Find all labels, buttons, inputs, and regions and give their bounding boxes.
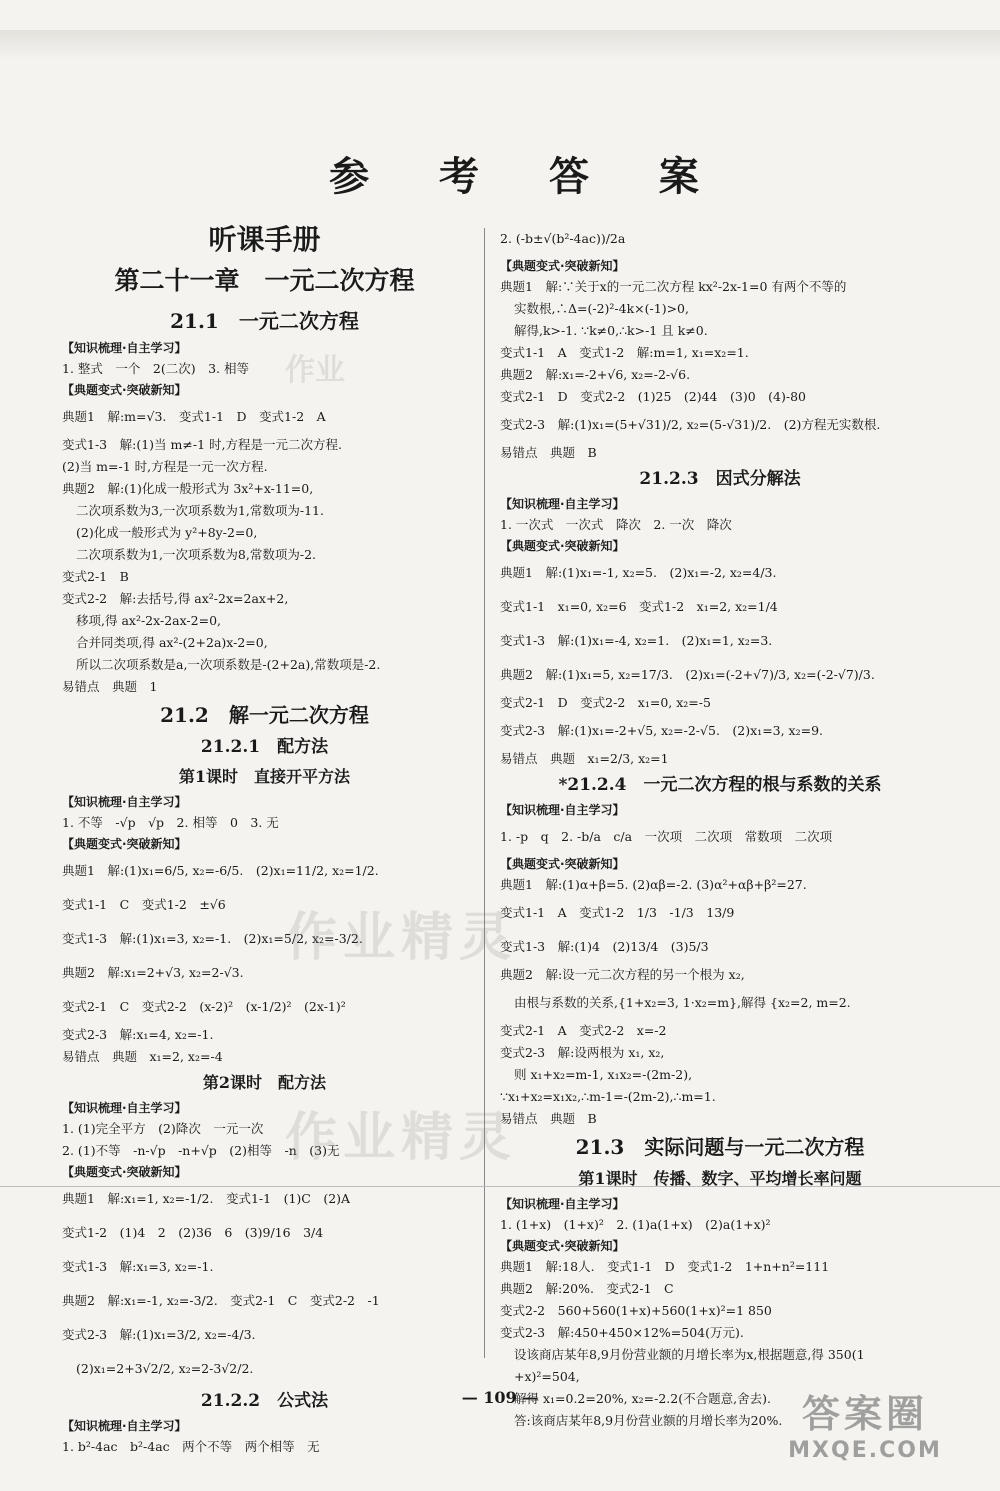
answer-line: +x)²=504, <box>514 1369 580 1384</box>
tag-examples: 【典题变式·突破新知】 <box>62 383 187 397</box>
watermark-text: 作业精灵 <box>285 908 518 968</box>
column-divider <box>484 228 485 1358</box>
answer-line: 易错点 典题 1 <box>62 679 158 694</box>
answer-line: 典题2 解:(1)化成一般形式为 3x²+x-11=0, <box>62 481 314 496</box>
answer-line: 答:该商店某年8,9月份营业额的月增长率为20%. <box>514 1413 783 1428</box>
answer-line: 典题1 解:m=√3. 变式1-1 D 变式1-2 A <box>62 409 326 424</box>
right-column <box>500 222 940 1432</box>
section-21-1-title: 21.1 一元二次方程 <box>170 309 359 333</box>
answer-line: 1. (1+x) (1+x)² 2. (1)a(1+x) (2)a(1+x)² <box>500 1217 771 1232</box>
answer-line: 变式1-1 A 变式1-2 1/3 -1/3 13/9 <box>500 905 735 920</box>
answer-line: 所以二次项系数是a,一次项系数是-(2+2a),常数项是-2. <box>76 657 381 672</box>
tag-examples: 【典题变式·突破新知】 <box>500 857 625 871</box>
answer-line: 设该商店某年8,9月份营业额的月增长率为x,根据题意,得 350(1 <box>514 1347 865 1362</box>
tag-examples: 【典题变式·突破新知】 <box>500 1239 625 1253</box>
answer-line: 2. (-b±√(b²-4ac))/2a <box>500 231 626 246</box>
watermark-text: 作业精灵 <box>285 1108 518 1168</box>
left-column <box>62 222 467 1458</box>
answer-line: 变式2-3 解:x₁=4, x₂=-1. <box>62 1027 214 1042</box>
tag-examples: 【典题变式·突破新知】 <box>500 539 625 553</box>
section-21-2-title: 21.2 解一元二次方程 <box>160 703 369 727</box>
answer-line: 解得 x₁=0.2=20%, x₂=-2.2(不合题意,舍去). <box>514 1391 771 1406</box>
page-number: — 109 — <box>461 1388 539 1407</box>
answer-line: 易错点 典题 B <box>500 445 597 460</box>
answer-line: 典题2 解:x₁=2+√3, x₂=2-√3. <box>62 965 244 980</box>
answer-line: 1. (1)完全平方 (2)降次 一元一次 <box>62 1121 264 1136</box>
answer-line: (2)化成一般形式为 y²+8y-2=0, <box>76 525 258 540</box>
answer-line: 则 x₁+x₂=m-1, x₁x₂=-(2m-2), <box>514 1067 693 1082</box>
lesson-1-title: 第1课时 传播、数字、平均增长率问题 <box>578 1169 862 1188</box>
answer-line: 变式2-3 解:(1)x₁=-2+√5, x₂=-2-√5. (2)x₁=3, x₂=9. <box>500 723 824 738</box>
answer-line: 变式1-3 解:x₁=3, x₂=-1. <box>62 1259 214 1274</box>
book-heading: 听课手册 <box>208 223 321 256</box>
answer-line: 变式2-3 解:(1)x₁=3/2, x₂=-4/3. <box>62 1327 256 1342</box>
page-title: 参 考 答 案 <box>329 153 727 200</box>
tag-knowledge: 【知识梳理·自主学习】 <box>62 1101 187 1115</box>
tag-knowledge: 【知识梳理·自主学习】 <box>500 497 625 511</box>
answer-line: (2)x₁=2+3√2/2, x₂=2-3√2/2. <box>76 1361 254 1376</box>
answer-line: 变式2-2 解:去括号,得 ax²-2x=2ax+2, <box>62 591 289 606</box>
answer-line: 变式2-3 解:(1)x₁=(5+√31)/2, x₂=(5-√31)/2. (2)方程无实数根. <box>500 417 881 432</box>
tag-knowledge: 【知识梳理·自主学习】 <box>500 1197 625 1211</box>
answer-line: 实数根,∴Δ=(-2)²-4k×(-1)>0, <box>514 301 689 316</box>
subsection-21-2-2-title: 21.2.2 公式法 <box>200 1391 329 1411</box>
answer-line: 典题1 解:(1)α+β=5. (2)αβ=-2. (3)α²+αβ+β²=27. <box>500 877 807 892</box>
tag-knowledge: 【知识梳理·自主学习】 <box>62 795 187 809</box>
tag-knowledge: 【知识梳理·自主学习】 <box>62 341 187 355</box>
answer-line: 典题2 解:(1)x₁=5, x₂=17/3. (2)x₁=(-2+√7)/3, x₂=(-2-√7)/3. <box>500 667 875 682</box>
answer-line: 典题2 解:设一元二次方程的另一个根为 x₂, <box>500 967 745 982</box>
subsection-21-2-1-title: 21.2.1 配方法 <box>200 737 329 757</box>
answer-line: 由根与系数的关系,{1+x₂=3, 1·x₂=m},解得 {x₂=2, m=2. <box>514 995 851 1010</box>
answer-line: 移项,得 ax²-2x-2ax-2=0, <box>76 613 222 628</box>
answer-line: 易错点 典题 x₁=2/3, x₂=1 <box>500 751 669 766</box>
corner-logo <box>750 1383 980 1463</box>
answer-line: 变式2-1 B <box>62 569 129 584</box>
answer-line: 典题1 解:∵关于x的一元二次方程 kx²-2x-1=0 有两个不等的 <box>500 279 847 294</box>
answer-line: 变式1-1 x₁=0, x₂=6 变式1-2 x₁=2, x₂=1/4 <box>500 599 778 614</box>
answer-line: 典题1 解:(1)x₁=6/5, x₂=-6/5. (2)x₁=11/2, x₂=1/2. <box>62 863 379 878</box>
subsection-21-2-3-title: 21.2.3 因式分解法 <box>639 469 801 489</box>
answer-line: 典题2 解:x₁=-2+√6, x₂=-2-√6. <box>500 367 691 382</box>
chapter-heading: 第二十一章 一元二次方程 <box>114 266 415 295</box>
logo-url: MXQE.COM <box>788 1438 942 1463</box>
answer-line: 变式1-1 C 变式1-2 ±√6 <box>62 897 226 912</box>
answer-line: 典题1 解:18人. 变式1-1 D 变式1-2 1+n+n²=111 <box>500 1259 830 1274</box>
answer-line: 变式1-3 解:(1)x₁=3, x₂=-1. (2)x₁=5/2, x₂=-3/2. <box>62 931 363 946</box>
tag-examples: 【典题变式·突破新知】 <box>500 259 625 273</box>
tag-knowledge: 【知识梳理·自主学习】 <box>62 1419 187 1433</box>
answer-line: 二次项系数为1,一次项系数为8,常数项为-2. <box>76 547 317 562</box>
tag-knowledge: 【知识梳理·自主学习】 <box>500 803 625 817</box>
answer-line: 典题1 解:x₁=1, x₂=-1/2. 变式1-1 (1)C (2)A <box>62 1191 351 1206</box>
answer-line: 合并同类项,得 ax²-(2+2a)x-2=0, <box>76 635 268 650</box>
answer-line: 变式1-3 解:(1)x₁=-4, x₂=1. (2)x₁=1, x₂=3. <box>500 633 773 648</box>
answer-line: 易错点 典题 B <box>500 1111 597 1126</box>
answer-line: 1. b²-4ac b²-4ac 两个不等 两个相等 无 <box>62 1439 320 1454</box>
answer-line: 变式1-3 解:(1)4 (2)13/4 (3)5/3 <box>500 939 709 954</box>
answer-line: 变式1-2 (1)4 2 (2)36 6 (3)9/16 3/4 <box>62 1225 324 1240</box>
section-21-3-title: 21.3 实际问题与一元二次方程 <box>575 1135 865 1159</box>
answer-line: 典题1 解:(1)x₁=-1, x₂=5. (2)x₁=-2, x₂=4/3. <box>500 565 777 580</box>
logo-text: 答案圈 <box>801 1392 928 1436</box>
scan-shadow <box>0 30 1000 60</box>
answer-line: 解得,k>-1. ∵k≠0,∴k>-1 且 k≠0. <box>514 323 708 338</box>
subsection-21-2-4-title: *21.2.4 一元二次方程的根与系数的关系 <box>558 775 882 795</box>
answer-line: 变式2-2 560+560(1+x)+560(1+x)²=1 850 <box>500 1303 772 1318</box>
answer-line: 典题2 解:x₁=-1, x₂=-3/2. 变式2-1 C 变式2-2 -1 <box>62 1293 380 1308</box>
answer-line: 变式2-1 D 变式2-2 (1)25 (2)44 (3)0 (4)-80 <box>500 389 807 404</box>
answer-line: 1. 一次式 一次式 降次 2. 一次 降次 <box>500 517 732 532</box>
answer-line: (2)当 m=-1 时,方程是一元一次方程. <box>62 459 268 474</box>
answer-line: 变式1-1 A 变式1-2 解:m=1, x₁=x₂=1. <box>500 345 749 360</box>
answer-line: 变式1-3 解:(1)当 m≠-1 时,方程是一元二次方程. <box>62 437 342 452</box>
answer-line: 变式2-3 解:450+450×12%=504(万元). <box>500 1325 744 1340</box>
answer-line: ∵x₁+x₂=x₁x₂,∴m-1=-(2m-2),∴m=1. <box>500 1089 716 1104</box>
answer-line: 2. (1)不等 -n-√p -n+√p (2)相等 -n (3)无 <box>62 1143 340 1158</box>
answer-line: 变式2-1 D 变式2-2 x₁=0, x₂=-5 <box>500 695 711 710</box>
answer-line: 典题2 解:20%. 变式2-1 C <box>500 1281 674 1296</box>
answer-line: 易错点 典题 x₁=2, x₂=-4 <box>62 1049 223 1064</box>
lesson-1-title: 第1课时 直接开平方法 <box>178 767 351 786</box>
tag-examples: 【典题变式·突破新知】 <box>62 1165 187 1179</box>
answer-line: 1. 整式 一个 2(二次) 3. 相等 <box>62 361 250 376</box>
answer-line: 1. 不等 -√p √p 2. 相等 0 3. 无 <box>62 815 279 830</box>
answer-line: 二次项系数为3,一次项系数为1,常数项为-11. <box>76 503 324 518</box>
answer-line: 变式2-3 解:设两根为 x₁, x₂, <box>500 1045 665 1060</box>
answer-line: 变式2-1 C 变式2-2 (x-2)² (x-1/2)² (2x-1)² <box>62 999 346 1014</box>
watermark-text: 作业 <box>285 353 345 388</box>
answer-line: 变式2-1 A 变式2-2 x=-2 <box>500 1023 667 1038</box>
tag-examples: 【典题变式·突破新知】 <box>62 837 187 851</box>
lesson-2-title: 第2课时 配方法 <box>202 1073 327 1092</box>
answer-line: 1. -p q 2. -b/a c/a 一次项 二次项 常数项 二次项 <box>500 829 833 844</box>
